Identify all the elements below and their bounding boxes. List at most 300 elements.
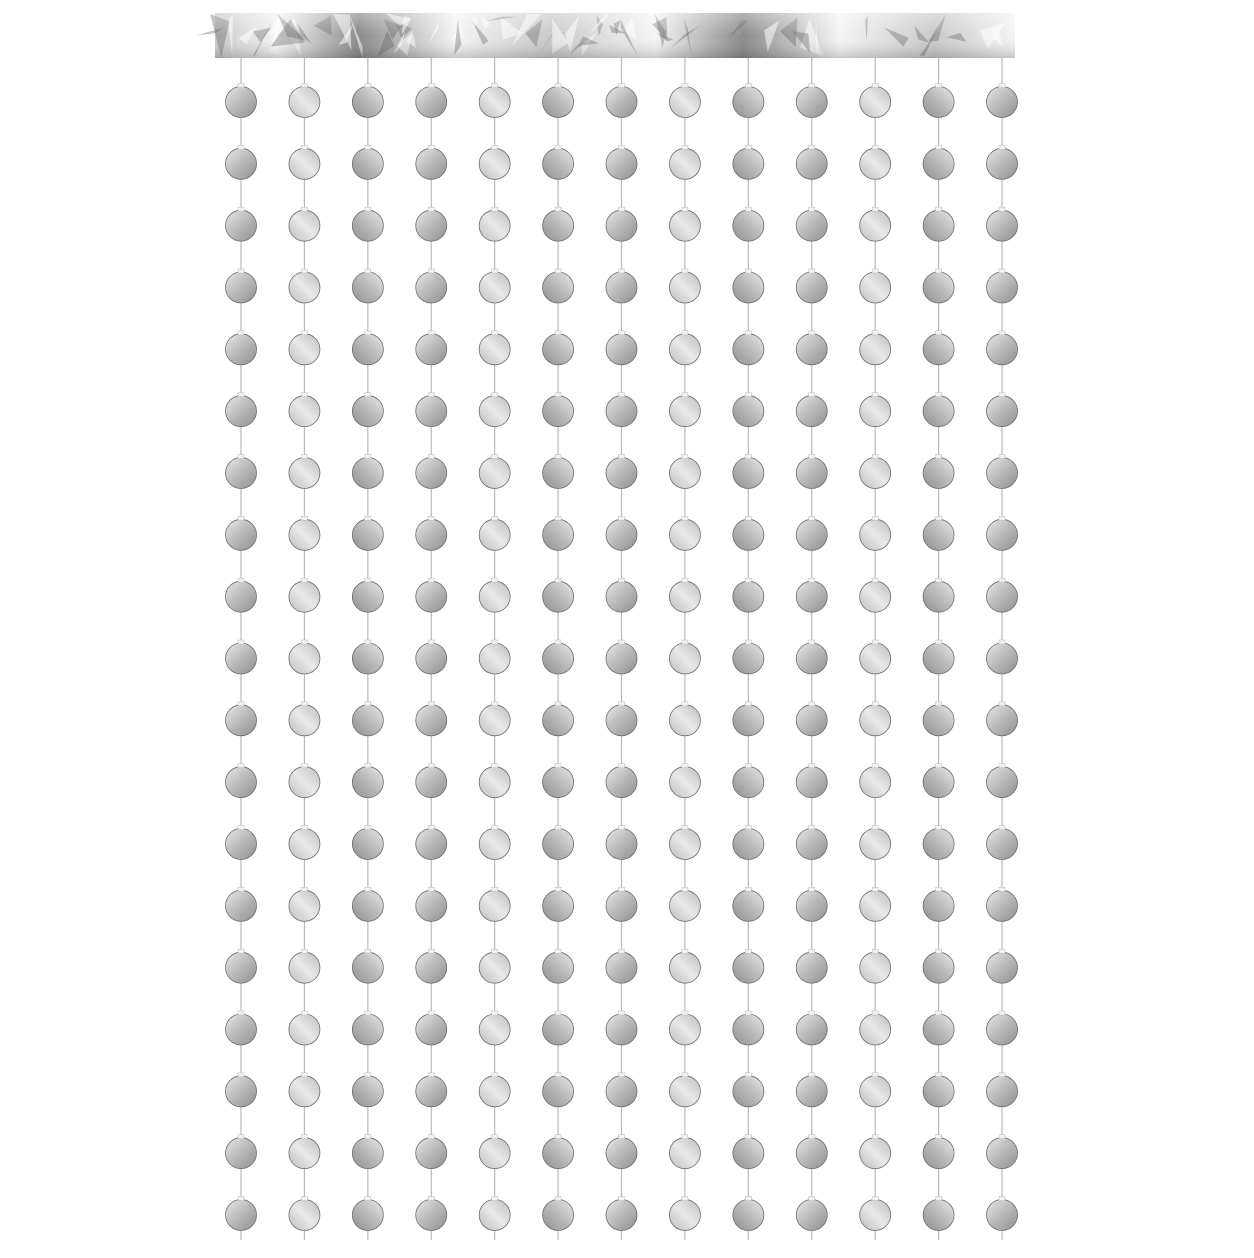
disc-connector — [238, 578, 244, 582]
foil-header-bar — [196, 13, 1015, 58]
disc-connector — [936, 84, 942, 88]
disc-connector — [809, 1135, 815, 1139]
foil-disc — [669, 581, 700, 612]
foil-disc — [796, 767, 827, 798]
foil-disc — [289, 334, 320, 365]
foil-disc — [987, 334, 1018, 365]
foil-disc — [606, 890, 637, 921]
disc-connector — [365, 1011, 371, 1015]
disc-connector — [809, 516, 815, 520]
disc-connector — [682, 578, 688, 582]
foil-disc — [860, 519, 891, 550]
foil-disc — [987, 829, 1018, 860]
foil-disc — [987, 148, 1018, 179]
foil-disc — [733, 767, 764, 798]
foil-disc — [543, 210, 574, 241]
foil-strand — [289, 58, 320, 1240]
foil-disc — [352, 334, 383, 365]
foil-disc — [543, 829, 574, 860]
foil-disc — [860, 458, 891, 489]
foil-disc — [923, 1138, 954, 1169]
foil-disc — [416, 952, 447, 983]
disc-connector — [872, 84, 878, 88]
foil-disc — [289, 210, 320, 241]
foil-disc — [352, 210, 383, 241]
foil-disc — [479, 1138, 510, 1169]
foil-disc — [479, 458, 510, 489]
disc-connector — [745, 640, 751, 644]
foil-disc — [543, 767, 574, 798]
disc-connector — [936, 1011, 942, 1015]
disc-connector — [999, 145, 1005, 149]
foil-disc — [226, 952, 257, 983]
foil-disc — [669, 1076, 700, 1107]
disc-connector — [492, 269, 498, 273]
foil-disc — [543, 87, 574, 118]
disc-connector — [301, 640, 307, 644]
disc-connector — [365, 84, 371, 88]
disc-connector — [428, 331, 434, 335]
disc-connector — [238, 702, 244, 706]
foil-disc — [923, 334, 954, 365]
foil-disc — [416, 458, 447, 489]
foil-disc — [352, 87, 383, 118]
foil-disc — [352, 1200, 383, 1231]
foil-disc — [289, 643, 320, 674]
disc-connector — [555, 84, 561, 88]
disc-connector — [872, 455, 878, 459]
disc-connector — [999, 887, 1005, 891]
disc-connector — [936, 949, 942, 953]
foil-disc — [733, 148, 764, 179]
disc-connector — [428, 578, 434, 582]
foil-disc — [289, 767, 320, 798]
disc-connector — [619, 640, 625, 644]
disc-connector — [555, 1135, 561, 1139]
disc-connector — [682, 145, 688, 149]
disc-connector — [745, 1011, 751, 1015]
foil-disc — [923, 1200, 954, 1231]
disc-connector — [301, 269, 307, 273]
disc-connector — [936, 207, 942, 211]
disc-connector — [809, 578, 815, 582]
foil-disc — [352, 890, 383, 921]
foil-disc — [543, 581, 574, 612]
foil-disc — [289, 829, 320, 860]
foil-disc — [796, 952, 827, 983]
foil-disc — [352, 767, 383, 798]
foil-disc — [860, 829, 891, 860]
foil-disc — [606, 643, 637, 674]
foil-disc — [226, 767, 257, 798]
foil-disc — [352, 705, 383, 736]
foil-disc — [987, 1138, 1018, 1169]
foil-disc — [289, 519, 320, 550]
disc-connector — [555, 949, 561, 953]
foil-disc — [923, 272, 954, 303]
disc-connector — [809, 84, 815, 88]
foil-disc — [416, 396, 447, 427]
foil-strand — [226, 58, 257, 1240]
foil-disc — [416, 334, 447, 365]
disc-connector — [301, 1011, 307, 1015]
foil-disc — [923, 87, 954, 118]
foil-disc — [352, 643, 383, 674]
disc-connector — [492, 949, 498, 953]
foil-disc — [987, 705, 1018, 736]
disc-connector — [555, 702, 561, 706]
foil-disc — [416, 643, 447, 674]
foil-disc — [479, 1076, 510, 1107]
disc-connector — [809, 1011, 815, 1015]
disc-connector — [301, 826, 307, 830]
disc-connector — [301, 1197, 307, 1201]
foil-strand — [987, 58, 1018, 1240]
foil-disc — [479, 705, 510, 736]
disc-connector — [999, 640, 1005, 644]
foil-disc — [226, 396, 257, 427]
foil-disc — [796, 1138, 827, 1169]
foil-strand — [352, 58, 383, 1240]
disc-connector — [936, 269, 942, 273]
foil-disc — [669, 767, 700, 798]
foil-disc — [289, 148, 320, 179]
disc-connector — [555, 640, 561, 644]
disc-connector — [936, 455, 942, 459]
foil-disc — [479, 767, 510, 798]
disc-connector — [745, 331, 751, 335]
foil-disc — [923, 458, 954, 489]
disc-connector — [872, 949, 878, 953]
foil-disc — [923, 581, 954, 612]
disc-connector — [682, 640, 688, 644]
disc-connector — [682, 1197, 688, 1201]
foil-disc — [860, 1138, 891, 1169]
foil-disc — [606, 210, 637, 241]
foil-disc — [796, 1200, 827, 1231]
disc-connector — [555, 1011, 561, 1015]
disc-connector — [428, 1135, 434, 1139]
foil-disc — [987, 87, 1018, 118]
foil-disc — [606, 1200, 637, 1231]
foil-disc — [669, 272, 700, 303]
disc-connector — [492, 640, 498, 644]
disc-connector — [999, 516, 1005, 520]
disc-connector — [492, 516, 498, 520]
disc-connector — [492, 887, 498, 891]
foil-disc — [289, 87, 320, 118]
foil-disc — [733, 1200, 764, 1231]
foil-disc — [796, 643, 827, 674]
disc-connector — [365, 516, 371, 520]
disc-connector — [428, 1197, 434, 1201]
disc-connector — [682, 1073, 688, 1077]
foil-disc — [987, 458, 1018, 489]
foil-disc — [669, 210, 700, 241]
foil-disc — [479, 519, 510, 550]
disc-connector — [301, 393, 307, 397]
disc-connector — [999, 702, 1005, 706]
foil-disc — [860, 767, 891, 798]
disc-connector — [238, 764, 244, 768]
disc-connector — [745, 1135, 751, 1139]
foil-disc — [479, 210, 510, 241]
disc-connector — [428, 887, 434, 891]
disc-connector — [365, 1135, 371, 1139]
disc-connector — [619, 826, 625, 830]
foil-strand — [796, 58, 827, 1240]
disc-connector — [745, 1073, 751, 1077]
disc-connector — [999, 393, 1005, 397]
foil-disc — [352, 952, 383, 983]
foil-disc — [923, 890, 954, 921]
disc-connector — [301, 702, 307, 706]
foil-disc — [289, 890, 320, 921]
disc-connector — [999, 455, 1005, 459]
foil-disc — [606, 829, 637, 860]
foil-disc — [289, 705, 320, 736]
foil-disc — [796, 396, 827, 427]
disc-connector — [492, 702, 498, 706]
foil-disc — [796, 458, 827, 489]
disc-connector — [365, 826, 371, 830]
foil-disc — [796, 1076, 827, 1107]
foil-disc — [479, 1200, 510, 1231]
disc-connector — [809, 826, 815, 830]
disc-connector — [492, 578, 498, 582]
disc-connector — [365, 1197, 371, 1201]
disc-connector — [872, 578, 878, 582]
foil-disc — [987, 767, 1018, 798]
disc-connector — [492, 393, 498, 397]
disc-connector — [238, 887, 244, 891]
disc-connector — [238, 949, 244, 953]
disc-connector — [872, 393, 878, 397]
foil-disc — [479, 148, 510, 179]
disc-connector — [936, 393, 942, 397]
disc-connector — [555, 1073, 561, 1077]
disc-connector — [682, 84, 688, 88]
disc-connector — [872, 826, 878, 830]
foil-disc — [543, 1138, 574, 1169]
foil-disc — [606, 396, 637, 427]
disc-connector — [301, 331, 307, 335]
disc-connector — [238, 1011, 244, 1015]
disc-connector — [301, 145, 307, 149]
foil-disc — [543, 519, 574, 550]
disc-connector — [999, 84, 1005, 88]
disc-connector — [999, 207, 1005, 211]
disc-connector — [872, 702, 878, 706]
foil-disc — [987, 1200, 1018, 1231]
disc-connector — [555, 764, 561, 768]
foil-disc — [226, 829, 257, 860]
disc-connector — [555, 1197, 561, 1201]
foil-disc — [860, 952, 891, 983]
foil-disc — [543, 396, 574, 427]
foil-disc — [796, 705, 827, 736]
disc-connector — [365, 702, 371, 706]
foil-disc — [479, 952, 510, 983]
foil-disc — [606, 334, 637, 365]
foil-disc — [289, 1200, 320, 1231]
disc-connector — [301, 84, 307, 88]
foil-disc — [479, 334, 510, 365]
foil-disc — [416, 890, 447, 921]
foil-disc — [289, 272, 320, 303]
disc-connector — [555, 578, 561, 582]
foil-disc — [987, 1014, 1018, 1045]
foil-strand — [479, 58, 510, 1240]
disc-connector — [492, 1197, 498, 1201]
disc-connector — [745, 269, 751, 273]
foil-disc — [860, 890, 891, 921]
disc-connector — [745, 455, 751, 459]
foil-disc — [352, 148, 383, 179]
foil-disc — [416, 519, 447, 550]
disc-connector — [682, 393, 688, 397]
foil-disc — [669, 334, 700, 365]
disc-connector — [872, 207, 878, 211]
disc-connector — [936, 578, 942, 582]
foil-disc — [226, 643, 257, 674]
disc-connector — [301, 1135, 307, 1139]
disc-connector — [238, 455, 244, 459]
disc-connector — [682, 1135, 688, 1139]
disc-connector — [872, 1011, 878, 1015]
disc-connector — [745, 207, 751, 211]
disc-connector — [238, 269, 244, 273]
disc-connector — [238, 1135, 244, 1139]
foil-disc — [226, 87, 257, 118]
foil-disc — [796, 87, 827, 118]
disc-connector — [936, 702, 942, 706]
foil-disc — [733, 396, 764, 427]
disc-connector — [872, 1135, 878, 1139]
foil-disc — [987, 519, 1018, 550]
foil-disc — [733, 1138, 764, 1169]
disc-connector — [872, 764, 878, 768]
disc-connector — [936, 887, 942, 891]
disc-connector — [428, 269, 434, 273]
foil-disc — [226, 890, 257, 921]
disc-connector — [428, 826, 434, 830]
disc-connector — [809, 393, 815, 397]
disc-connector — [238, 393, 244, 397]
disc-connector — [301, 516, 307, 520]
foil-disc — [416, 87, 447, 118]
disc-connector — [238, 331, 244, 335]
disc-connector — [682, 702, 688, 706]
foil-disc — [796, 1014, 827, 1045]
foil-disc — [352, 272, 383, 303]
foil-disc — [479, 643, 510, 674]
foil-disc — [416, 210, 447, 241]
foil-disc — [226, 581, 257, 612]
foil-disc — [987, 396, 1018, 427]
disc-connector — [936, 516, 942, 520]
foil-disc — [543, 705, 574, 736]
disc-connector — [619, 702, 625, 706]
foil-disc — [289, 396, 320, 427]
foil-disc — [796, 890, 827, 921]
disc-connector — [428, 764, 434, 768]
disc-connector — [872, 145, 878, 149]
disc-connector — [809, 1197, 815, 1201]
disc-connector — [999, 1011, 1005, 1015]
disc-connector — [555, 269, 561, 273]
disc-connector — [745, 764, 751, 768]
disc-connector — [619, 207, 625, 211]
foil-disc — [796, 334, 827, 365]
foil-disc — [416, 829, 447, 860]
foil-disc — [543, 643, 574, 674]
foil-disc — [543, 148, 574, 179]
foil-disc — [606, 1014, 637, 1045]
foil-disc — [543, 334, 574, 365]
disc-connector — [365, 578, 371, 582]
foil-disc — [923, 1076, 954, 1107]
foil-disc — [289, 1138, 320, 1169]
disc-connector — [492, 331, 498, 335]
disc-connector — [428, 949, 434, 953]
foil-disc — [352, 519, 383, 550]
disc-connector — [428, 702, 434, 706]
foil-disc — [669, 1014, 700, 1045]
disc-connector — [872, 1073, 878, 1077]
disc-connector — [428, 145, 434, 149]
disc-connector — [619, 393, 625, 397]
disc-connector — [682, 269, 688, 273]
foil-disc — [860, 581, 891, 612]
disc-connector — [301, 578, 307, 582]
disc-connector — [428, 516, 434, 520]
foil-disc — [923, 705, 954, 736]
disc-connector — [745, 949, 751, 953]
foil-disc — [796, 519, 827, 550]
disc-connector — [682, 1011, 688, 1015]
disc-connector — [682, 826, 688, 830]
disc-connector — [365, 764, 371, 768]
foil-strand — [733, 58, 764, 1240]
foil-disc — [226, 334, 257, 365]
disc-connector — [428, 640, 434, 644]
disc-connector — [555, 455, 561, 459]
disc-connector — [872, 516, 878, 520]
disc-connector — [809, 949, 815, 953]
foil-disc — [796, 210, 827, 241]
foil-disc — [669, 87, 700, 118]
disc-connector — [936, 640, 942, 644]
disc-connector — [238, 145, 244, 149]
foil-disc — [416, 581, 447, 612]
disc-connector — [555, 826, 561, 830]
foil-disc — [606, 519, 637, 550]
foil-disc — [226, 1014, 257, 1045]
foil-disc — [733, 519, 764, 550]
foil-disc — [860, 210, 891, 241]
foil-disc — [733, 272, 764, 303]
disc-connector — [682, 207, 688, 211]
foil-disc — [860, 148, 891, 179]
foil-strand — [416, 58, 447, 1240]
disc-connector — [428, 207, 434, 211]
disc-connector — [682, 949, 688, 953]
foil-disc — [416, 767, 447, 798]
foil-disc — [606, 581, 637, 612]
foil-disc — [416, 148, 447, 179]
foil-bar-shading — [215, 13, 1015, 58]
